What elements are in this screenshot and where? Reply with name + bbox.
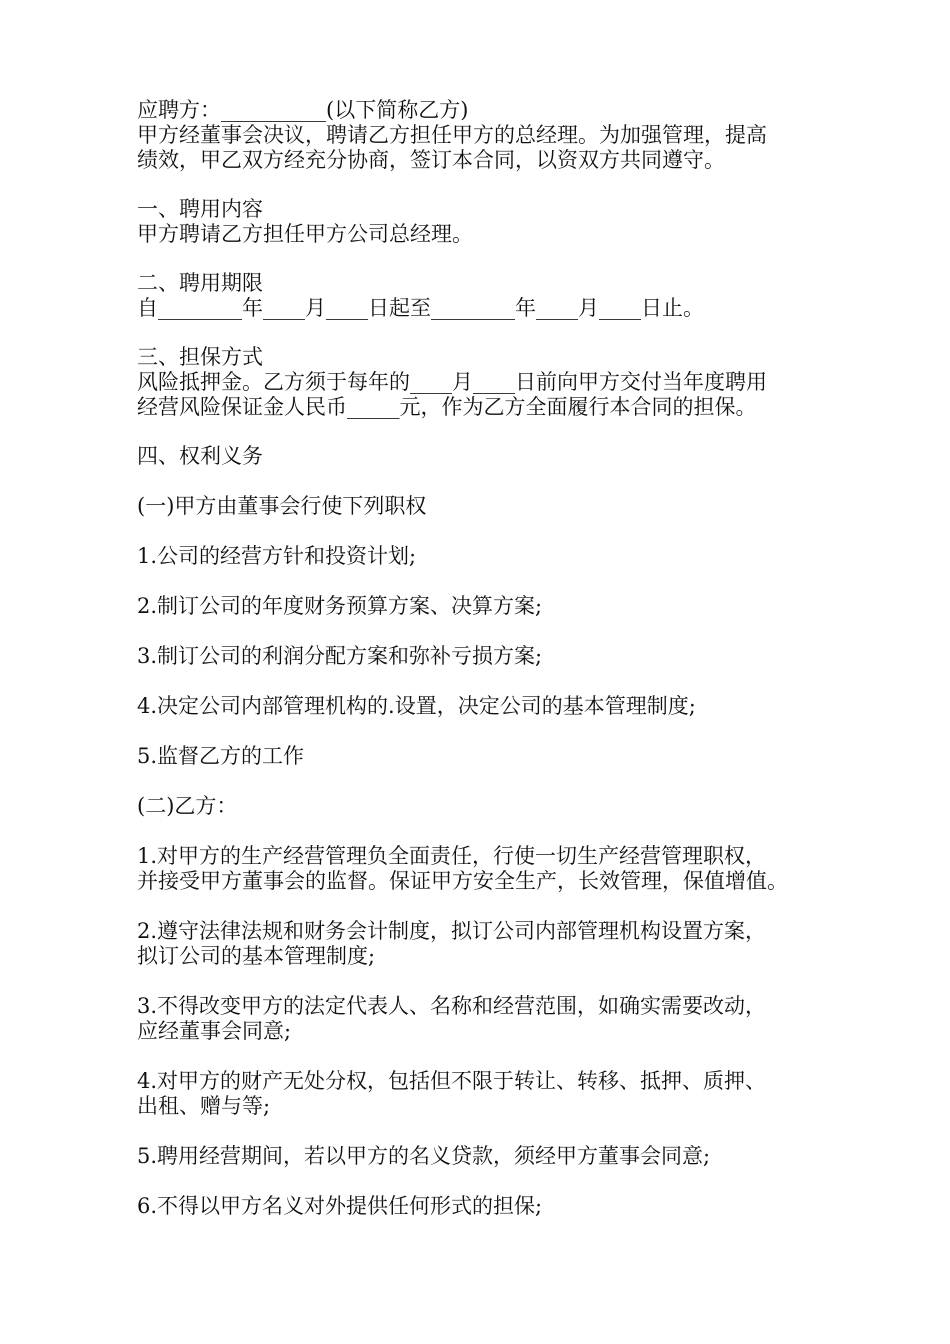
party-b-item-1-line-1: 1.对甲方的生产经营管理负全面责任，行使一切生产经营管理职权， (137, 844, 767, 868)
party-b-item-2-line-1: 2.遵守法律法规和财务会计制度，拟订公司内部管理机构设置方案， (137, 919, 767, 943)
party-b-line: 应聘方：__________(以下简称乙方) (137, 98, 469, 122)
party-b-item-6: 6.不得以甲方名义对外提供任何形式的担保; (137, 1194, 543, 1218)
party-b-item-1-line-2: 并接受甲方董事会的监督。保证甲方安全生产，长效管理，保值增值。 (137, 869, 788, 893)
party-a-item-1: 1.公司的经营方针和投资计划; (137, 544, 417, 568)
preamble-line-1: 甲方经董事会决议，聘请乙方担任甲方的总经理。为加强管理，提高 (137, 123, 767, 147)
section-3-text-1: 风险抵押金。乙方须于每年的____月____日前向甲方交付当年度聘用 (137, 370, 767, 394)
subsection-b-heading: (二)乙方： (137, 794, 238, 818)
section-3-heading: 三、担保方式 (137, 345, 263, 369)
section-2-heading: 二、聘用期限 (137, 271, 263, 295)
section-3-text-2: 经营风险保证金人民币_____元，作为乙方全面履行本合同的担保。 (137, 395, 757, 419)
party-a-item-2: 2.制订公司的年度财务预算方案、决算方案; (137, 594, 543, 618)
party-b-item-3-line-1: 3.不得改变甲方的法定代表人、名称和经营范围，如确实需要改动， (137, 994, 767, 1018)
party-b-item-2-line-2: 拟订公司的基本管理制度; (137, 944, 376, 968)
section-1-text: 甲方聘请乙方担任甲方公司总经理。 (137, 222, 473, 246)
section-1-heading: 一、聘用内容 (137, 197, 263, 221)
party-a-item-4: 4.决定公司内部管理机构的.设置，决定公司的基本管理制度; (137, 694, 696, 718)
preamble-line-2: 绩效，甲乙双方经充分协商，签订本合同，以资双方共同遵守。 (137, 148, 725, 172)
subsection-a-heading: (一)甲方由董事会行使下列职权 (137, 494, 427, 518)
party-b-item-4-line-2: 出租、赠与等; (137, 1094, 271, 1118)
party-a-item-3: 3.制订公司的利润分配方案和弥补亏损方案; (137, 644, 543, 668)
party-a-item-5: 5.监督乙方的工作 (137, 744, 305, 768)
party-b-item-3-line-2: 应经董事会同意; (137, 1019, 292, 1043)
party-b-item-5: 5.聘用经营期间，若以甲方的名义贷款，须经甲方董事会同意; (137, 1144, 711, 1168)
section-2-text: 自________年____月____日起至________年____月____日止。 (137, 296, 704, 320)
party-b-item-4-line-1: 4.对甲方的财产无处分权，包括但不限于转让、转移、抵押、质押、 (137, 1069, 767, 1093)
section-4-heading: 四、权利义务 (137, 444, 263, 468)
